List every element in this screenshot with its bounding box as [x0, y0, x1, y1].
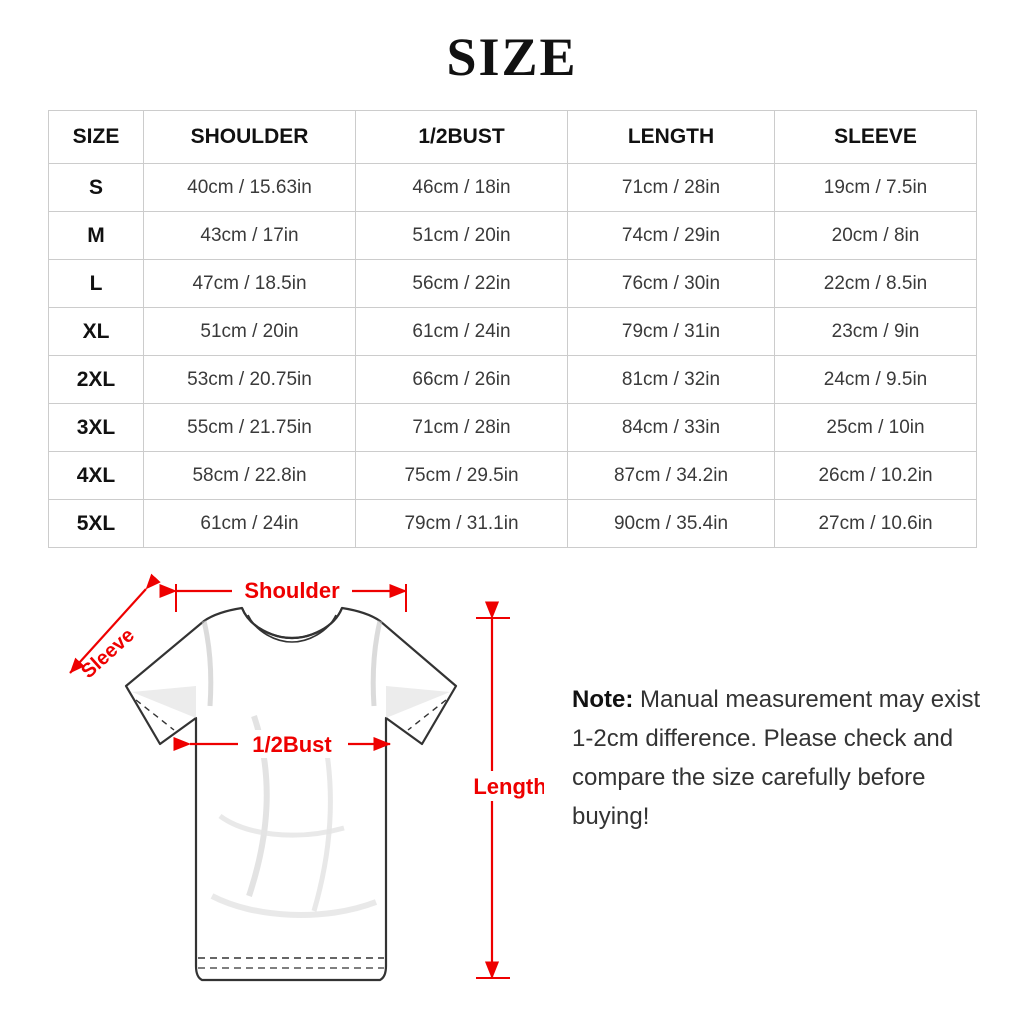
sleeve-measure — [70, 589, 146, 683]
bust-label: 1/2Bust — [252, 732, 332, 757]
cell-length: 71cm / 28in — [568, 164, 775, 212]
cell-size: 5XL — [49, 500, 144, 548]
cell-bust: 56cm / 22in — [356, 260, 568, 308]
cell-size: S — [49, 164, 144, 212]
cell-length: 81cm / 32in — [568, 356, 775, 404]
column-header-sleeve: SLEEVE — [775, 111, 977, 164]
table-row — [49, 452, 977, 500]
table-row — [49, 308, 977, 356]
cell-length: 76cm / 30in — [568, 260, 775, 308]
note-body: Manual measurement may exist 1-2cm difference. Please check and compare the size carefully before buying! — [572, 686, 981, 830]
cell-sleeve: 25cm / 10in — [775, 404, 977, 452]
column-header-size: SIZE — [49, 111, 144, 164]
cell-bust: 79cm / 31.1in — [356, 500, 568, 548]
tshirt-svg — [24, 566, 544, 1026]
page-title: SIZE — [446, 27, 578, 87]
table-row — [49, 212, 977, 260]
tshirt-outline — [126, 608, 456, 980]
column-header-length: LENGTH — [568, 111, 775, 164]
cell-length: 74cm / 29in — [568, 212, 775, 260]
table-row — [49, 500, 977, 548]
measurement-diagram-section — [0, 566, 1024, 1036]
cell-shoulder: 53cm / 20.75in — [144, 356, 356, 404]
note-label: Note: — [572, 686, 634, 713]
size-chart-table — [48, 110, 977, 548]
cell-bust: 46cm / 18in — [356, 164, 568, 212]
table-header-row — [49, 111, 977, 164]
table-row — [49, 164, 977, 212]
cell-bust: 51cm / 20in — [356, 212, 568, 260]
cell-shoulder: 55cm / 21.75in — [144, 404, 356, 452]
cell-length: 90cm / 35.4in — [568, 500, 775, 548]
length-measure — [462, 618, 544, 978]
cell-size: L — [49, 260, 144, 308]
cell-sleeve: 22cm / 8.5in — [775, 260, 977, 308]
length-label: Length — [473, 774, 544, 799]
cell-length: 84cm / 33in — [568, 404, 775, 452]
cell-sleeve: 26cm / 10.2in — [775, 452, 977, 500]
cell-shoulder: 43cm / 17in — [144, 212, 356, 260]
size-table-container — [48, 110, 976, 548]
cell-shoulder: 47cm / 18.5in — [144, 260, 356, 308]
cell-bust: 75cm / 29.5in — [356, 452, 568, 500]
shoulder-measure — [176, 576, 406, 612]
shoulder-label: Shoulder — [244, 578, 340, 603]
cell-sleeve: 24cm / 9.5in — [775, 356, 977, 404]
cell-size: M — [49, 212, 144, 260]
cell-shoulder: 51cm / 20in — [144, 308, 356, 356]
cell-sleeve: 27cm / 10.6in — [775, 500, 977, 548]
cell-bust: 66cm / 26in — [356, 356, 568, 404]
cell-length: 79cm / 31in — [568, 308, 775, 356]
cell-size: 4XL — [49, 452, 144, 500]
cell-size: 3XL — [49, 404, 144, 452]
table-row — [49, 404, 977, 452]
tshirt-diagram — [24, 566, 544, 1026]
column-header-shoulder: SHOULDER — [144, 111, 356, 164]
column-header-bust: 1/2BUST — [356, 111, 568, 164]
sleeve-label: Sleeve — [77, 624, 139, 683]
cell-sleeve: 20cm / 8in — [775, 212, 977, 260]
cell-sleeve: 19cm / 7.5in — [775, 164, 977, 212]
cell-sleeve: 23cm / 9in — [775, 308, 977, 356]
cell-length: 87cm / 34.2in — [568, 452, 775, 500]
note-text — [572, 681, 992, 837]
cell-size: XL — [49, 308, 144, 356]
cell-size: 2XL — [49, 356, 144, 404]
cell-bust: 71cm / 28in — [356, 404, 568, 452]
cell-bust: 61cm / 24in — [356, 308, 568, 356]
table-row — [49, 356, 977, 404]
cell-shoulder: 58cm / 22.8in — [144, 452, 356, 500]
cell-shoulder: 40cm / 15.63in — [144, 164, 356, 212]
table-row — [49, 260, 977, 308]
cell-shoulder: 61cm / 24in — [144, 500, 356, 548]
